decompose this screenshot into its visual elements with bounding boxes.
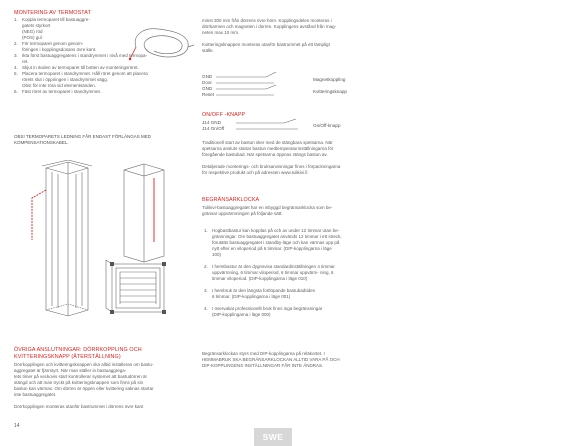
step-number: 6. [14,89,18,94]
dip-line: DIP-KOPPLINGENS INSTÄLLNINGAR FÅR INTE ÄNDRAS. [202,363,324,368]
step-text: Ikta först bastuaggregatens i standrymmet i nivå med termopa- [22,53,148,58]
step-text: För termoparet genom genom- [22,41,84,46]
page-number: 14 [14,423,20,429]
feed-line: tets timer på veckovis start kontrollerar systemet att bastudörren är [14,374,148,379]
step-text: ret. [22,59,29,64]
dip-line: Begränsarklockan styrs med DIP-kopplingarna på reläkortet. I [202,351,325,356]
wiring-door: Door [202,80,212,85]
step-number: 2. [14,41,18,46]
wiring-diagram-lines [214,70,314,106]
limit-item-line: uppvärmning, 6 timmar viloperiod, 6 timmar uppvärm- ning, 6 [212,270,334,275]
limit-item-line: 6 timmar. (DIP-kopplingarna i läge 001) [212,294,291,299]
limit-item-number: 2. [204,264,208,269]
limit-item-number: 4. [204,306,208,311]
limit-item-line: I övervakat professionellt bruk finns inga begränsningar [212,306,323,311]
step-text: Fäst röret av termoparet i standrymmet. [22,89,102,94]
step-text: Skjut in änden av termoparet till botten av monteringsröret. [22,65,139,70]
step-number: 4. [14,65,18,70]
step-number: 3. [14,53,18,58]
wiring-reset: Reset [202,92,215,97]
step-text: (NEG) röd [22,29,43,34]
feed-heading-1: ÖVRIGA ANSLUTNINGAR: DÖRRKOPPLING OCH [14,347,142,353]
feed-line: aggregatet är fjärrstyrt. När man ställer in bastuaggrega- [14,368,127,373]
limit-item-line: förutätts bastuaggregatet i standby-läge och kan värmas upp på [212,240,340,245]
step-text: Placera termoparet i standrymmet. Håll röret genom att placera [22,71,148,76]
feed-line: inte bastuaggregatet. [14,392,57,397]
feed-line: Dörrkopplingen monteras utanför bastrummet i dörrens övre kant [14,404,144,409]
reset-button-label: Kvitteringsknapp [313,89,347,94]
limit-item-line: I hembruk är den längsta fortlöpande bastubadtiden [212,288,316,293]
limit-intro-line: gränsar uppvärmningen på följande sätt: [202,211,283,216]
onoff-j14-onoff: J14 On/Off [202,126,225,131]
onoff-line: för respektive produkt och på adressen www.tulikivi.fi [202,170,308,175]
limit-item-line: gränsningar. Om bastuaggregatet används 12 timmar i ett streck, [212,234,342,239]
limit-intro-line: Tulikivi-bastuaggregatet har en inbyggd begränsarklocka som be- [202,205,333,210]
limit-item-number: 1. [204,228,208,233]
limit-heading: BEGRÄNSARKLOCKA [202,197,260,203]
step-text: Obs! för inte röra vid elementsänden. [22,83,97,88]
feed-line: Dörrkopplingen och kvitteringsknappen ska alltid installeras om bastu- [14,362,154,367]
onoff-button-label: On/Off-knapp [313,123,341,128]
limit-item-line: nytt efter en viloperiod på 6 timmar. (DIP-kopplingarna i läge [212,246,332,251]
limit-item-line: I hemtbastur är den dygnsvisa standardinställningen 4 timmar [212,264,335,269]
onoff-diagram-lines [234,118,314,134]
heater-illustration [28,160,178,328]
onoff-line: föregående bastubad. När spetsarna öppnas stängs bastun av. [202,152,328,157]
step-text: (POS) gul [22,35,42,40]
limit-item-number: 3. [204,288,208,293]
thermostat-heading: MONTERING AV TERMOSTAT [14,10,91,16]
onoff-line: Traditionell start av bastun sker med de stängbara spetsarna. När [202,140,333,145]
dip-line: HEMMABRUK SKA BEGRÄNSARKLOCKAN ALLTID VARA PÅ OCH [202,357,340,362]
thermocouple-illustration [128,15,198,65]
limit-item-line: (DIP-kopplingarna i läge 000) [212,312,271,317]
step-text: rörets slut i öppningen i standrymmet vägg. [22,77,109,82]
compensation-cable-note: OBS! TERMOPARETS LEDNING FÅR ENDAST FÖRLÄNGAS MED KOMPENSATIONSKABEL. [14,134,152,145]
feed-heading-2: KVITTERINGSKNAPP (ÅTERSTÄLLNING) [14,354,121,360]
intro-line: ställe. [202,48,214,53]
step-number: 1. [14,17,18,22]
wiring-gnd-1: GND [202,74,213,79]
intro-line: minst 300 mm från dörrens övre hörn. Kopplingsdelen monteras i [202,18,332,23]
onoff-line: spetsarna ansluts startar bastun medtemperaturinställningarna för [202,146,334,151]
onoff-j14-gnd: J14 GND [202,120,221,125]
intro-line: neten max 10 mm. [202,30,240,35]
intro-line: dörrkarmen och magneten i dörren. Kopplingens avstånd från mag- [202,24,337,29]
feed-line: stängd och att man tryckt på kvitteringsknappen som finns på sin [14,380,144,385]
step-text: gatets styrkort [22,23,51,28]
magnet-switch-label: Magnetkoppling [313,77,346,82]
limit-item-line: 100) [212,252,222,257]
limit-item-line: timmar viloperiod. (DIP-kopplingarna i läge 010) [212,276,308,281]
onoff-line: Detaljerade monterings- och bruksanvisningar finns i förpackningarna [202,164,341,169]
language-tab: SWE [254,428,292,446]
step-number: 5. [14,71,18,76]
wiring-gnd-2: GND [202,86,213,91]
intro-line: Kvitteringsknappen monteras utanför bastrummet på ett lämpligt [202,42,330,47]
limit-item-line: Hogbastbastur kan kopplas på och av under 12 timmar utan be- [212,228,340,233]
onoff-heading: ON/OFF -KNAPP [202,112,246,118]
step-text: Koppla termoparet till bastuaggre- [22,17,90,22]
feed-line: bastun kan värmas. Om dörren är öppen eller kvittering saknas startar [14,386,154,391]
step-text: föringen i kopplingsdosans övre kant. [22,47,97,52]
